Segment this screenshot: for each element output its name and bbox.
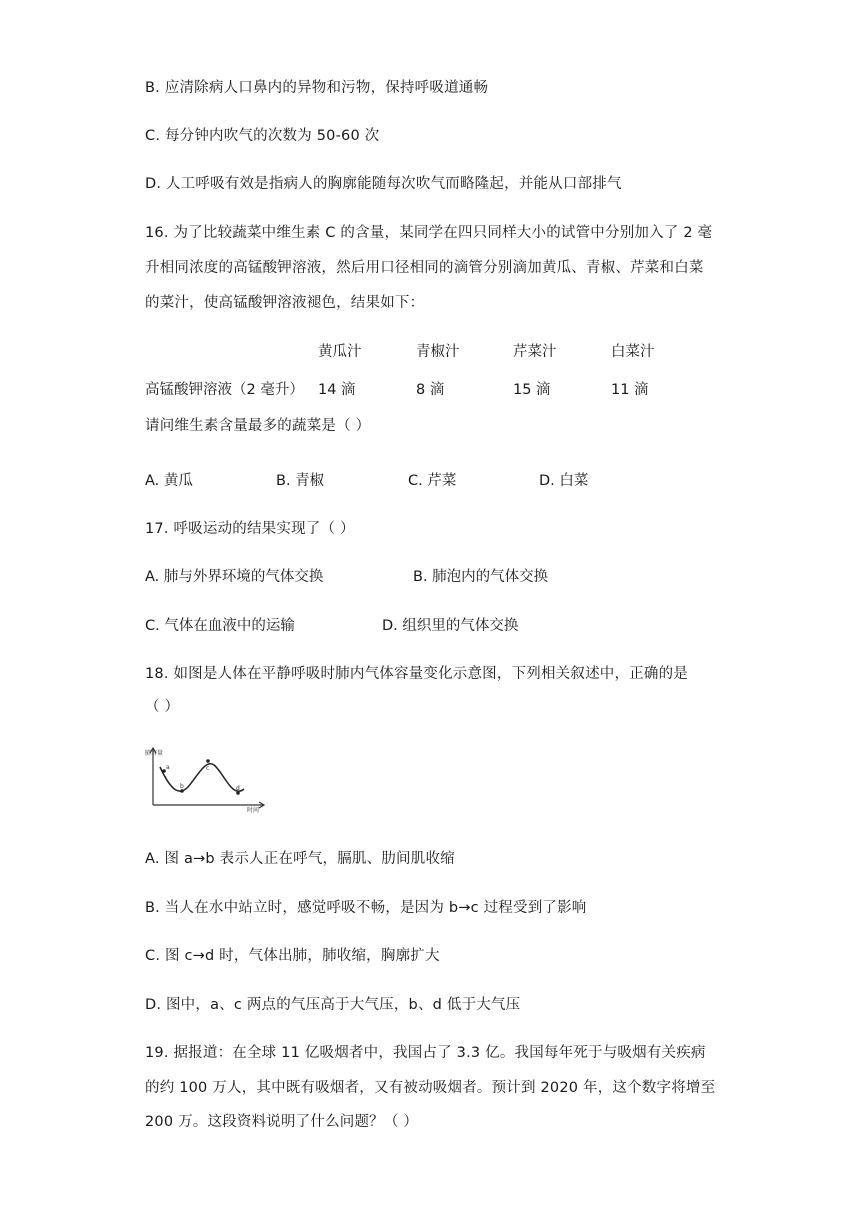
- q18-option-d: D. 图中，a、c 两点的气压高于大气压，b、d 低于大气压: [145, 997, 521, 1013]
- q16-value-cucumber: 14 滴: [318, 382, 356, 398]
- q18-stem-line-2: （ ）: [145, 699, 180, 715]
- point-a-label: a: [166, 764, 170, 771]
- q17-option-c: C. 气体在血液中的运输: [145, 618, 295, 634]
- q16-header-cabbage: 白菜汁: [611, 344, 655, 360]
- q19-stem-line-2: 的约 100 万人，其中既有吸烟者，又有被动吸烟者。预计到 2020 年，这个数字将增至: [145, 1080, 716, 1096]
- q16-option-a: A. 黄瓜: [145, 473, 193, 489]
- q18-option-a: A. 图 a→b 表示人正在呼气，膈肌、肋间肌收缩: [145, 851, 455, 867]
- q16-stem-line-1: 16. 为了比较蔬菜中维生素 C 的含量，某同学在四只同样大小的试管中分别加入了 2 毫: [145, 225, 713, 241]
- q15-option-b: B. 应清除病人口鼻内的异物和污物，保持呼吸道通畅: [145, 80, 489, 96]
- q17-option-a: A. 肺与外界环境的气体交换: [145, 569, 324, 585]
- q15-option-d: D. 人工呼吸有效是指病人的胸廓能随每次吹气而略隆起，并能从口部排气: [145, 176, 622, 192]
- q16-value-pepper: 8 滴: [416, 382, 445, 398]
- y-axis-label: 肺容量: [145, 750, 164, 757]
- q19-stem-line-3: 200 万。这段资料说明了什么问题？（ ）: [145, 1114, 419, 1130]
- x-axis-label: 时间: [247, 807, 260, 813]
- q17-option-b: B. 肺泡内的气体交换: [413, 569, 549, 585]
- q16-question: 请问维生素含量最多的蔬菜是（ ）: [145, 418, 371, 434]
- q17-option-d: D. 组织里的气体交换: [382, 618, 519, 634]
- q16-header-pepper: 青椒汁: [416, 344, 460, 360]
- q16-stem-line-3: 的菜汁，使高锰酸钾溶液褪色，结果如下：: [145, 295, 425, 311]
- q15-option-c: C. 每分钟内吹气的次数为 50-60 次: [145, 128, 380, 144]
- q16-stem-line-2: 升相同浓度的高锰酸钾溶液，然后用口径相同的滴管分别滴加黄瓜、青椒、芹菜和白菜: [145, 260, 704, 276]
- q16-option-d: D. 白菜: [539, 473, 589, 489]
- q16-option-c: C. 芹菜: [408, 473, 457, 489]
- q18-option-c: C. 图 c→d 时，气体出肺，肺收缩，胸廓扩大: [145, 948, 440, 964]
- q17-stem: 17. 呼吸运动的结果实现了（ ）: [145, 521, 355, 537]
- point-b-label: b: [180, 783, 184, 790]
- q16-value-celery: 15 滴: [513, 382, 551, 398]
- q16-header-celery: 芹菜汁: [513, 344, 557, 360]
- q19-stem-line-1: 19. 据报道：在全球 11 亿吸烟者中，我国占了 3.3 亿。我国每年死于与吸烟有关疾病: [145, 1045, 706, 1061]
- point-c-label: c: [206, 765, 210, 772]
- q18-stem-line-1: 18. 如图是人体在平静呼吸时肺内气体容量变化示意图，下列相关叙述中，正确的是: [145, 666, 688, 682]
- volume-curve: [160, 764, 244, 792]
- q16-row-label: 高锰酸钾溶液（2 毫升）: [145, 382, 304, 398]
- q16-value-cabbage: 11 滴: [611, 382, 649, 398]
- q16-header-cucumber: 黄瓜汁: [318, 344, 362, 360]
- lung-volume-diagram: [144, 745, 268, 813]
- point-c-dot: [206, 759, 210, 763]
- point-d-label: d: [236, 785, 240, 792]
- q18-option-b: B. 当人在水中站立时，感觉呼吸不畅，是因为 b→c 过程受到了影响: [145, 900, 587, 916]
- q16-option-b: B. 青椒: [276, 473, 325, 489]
